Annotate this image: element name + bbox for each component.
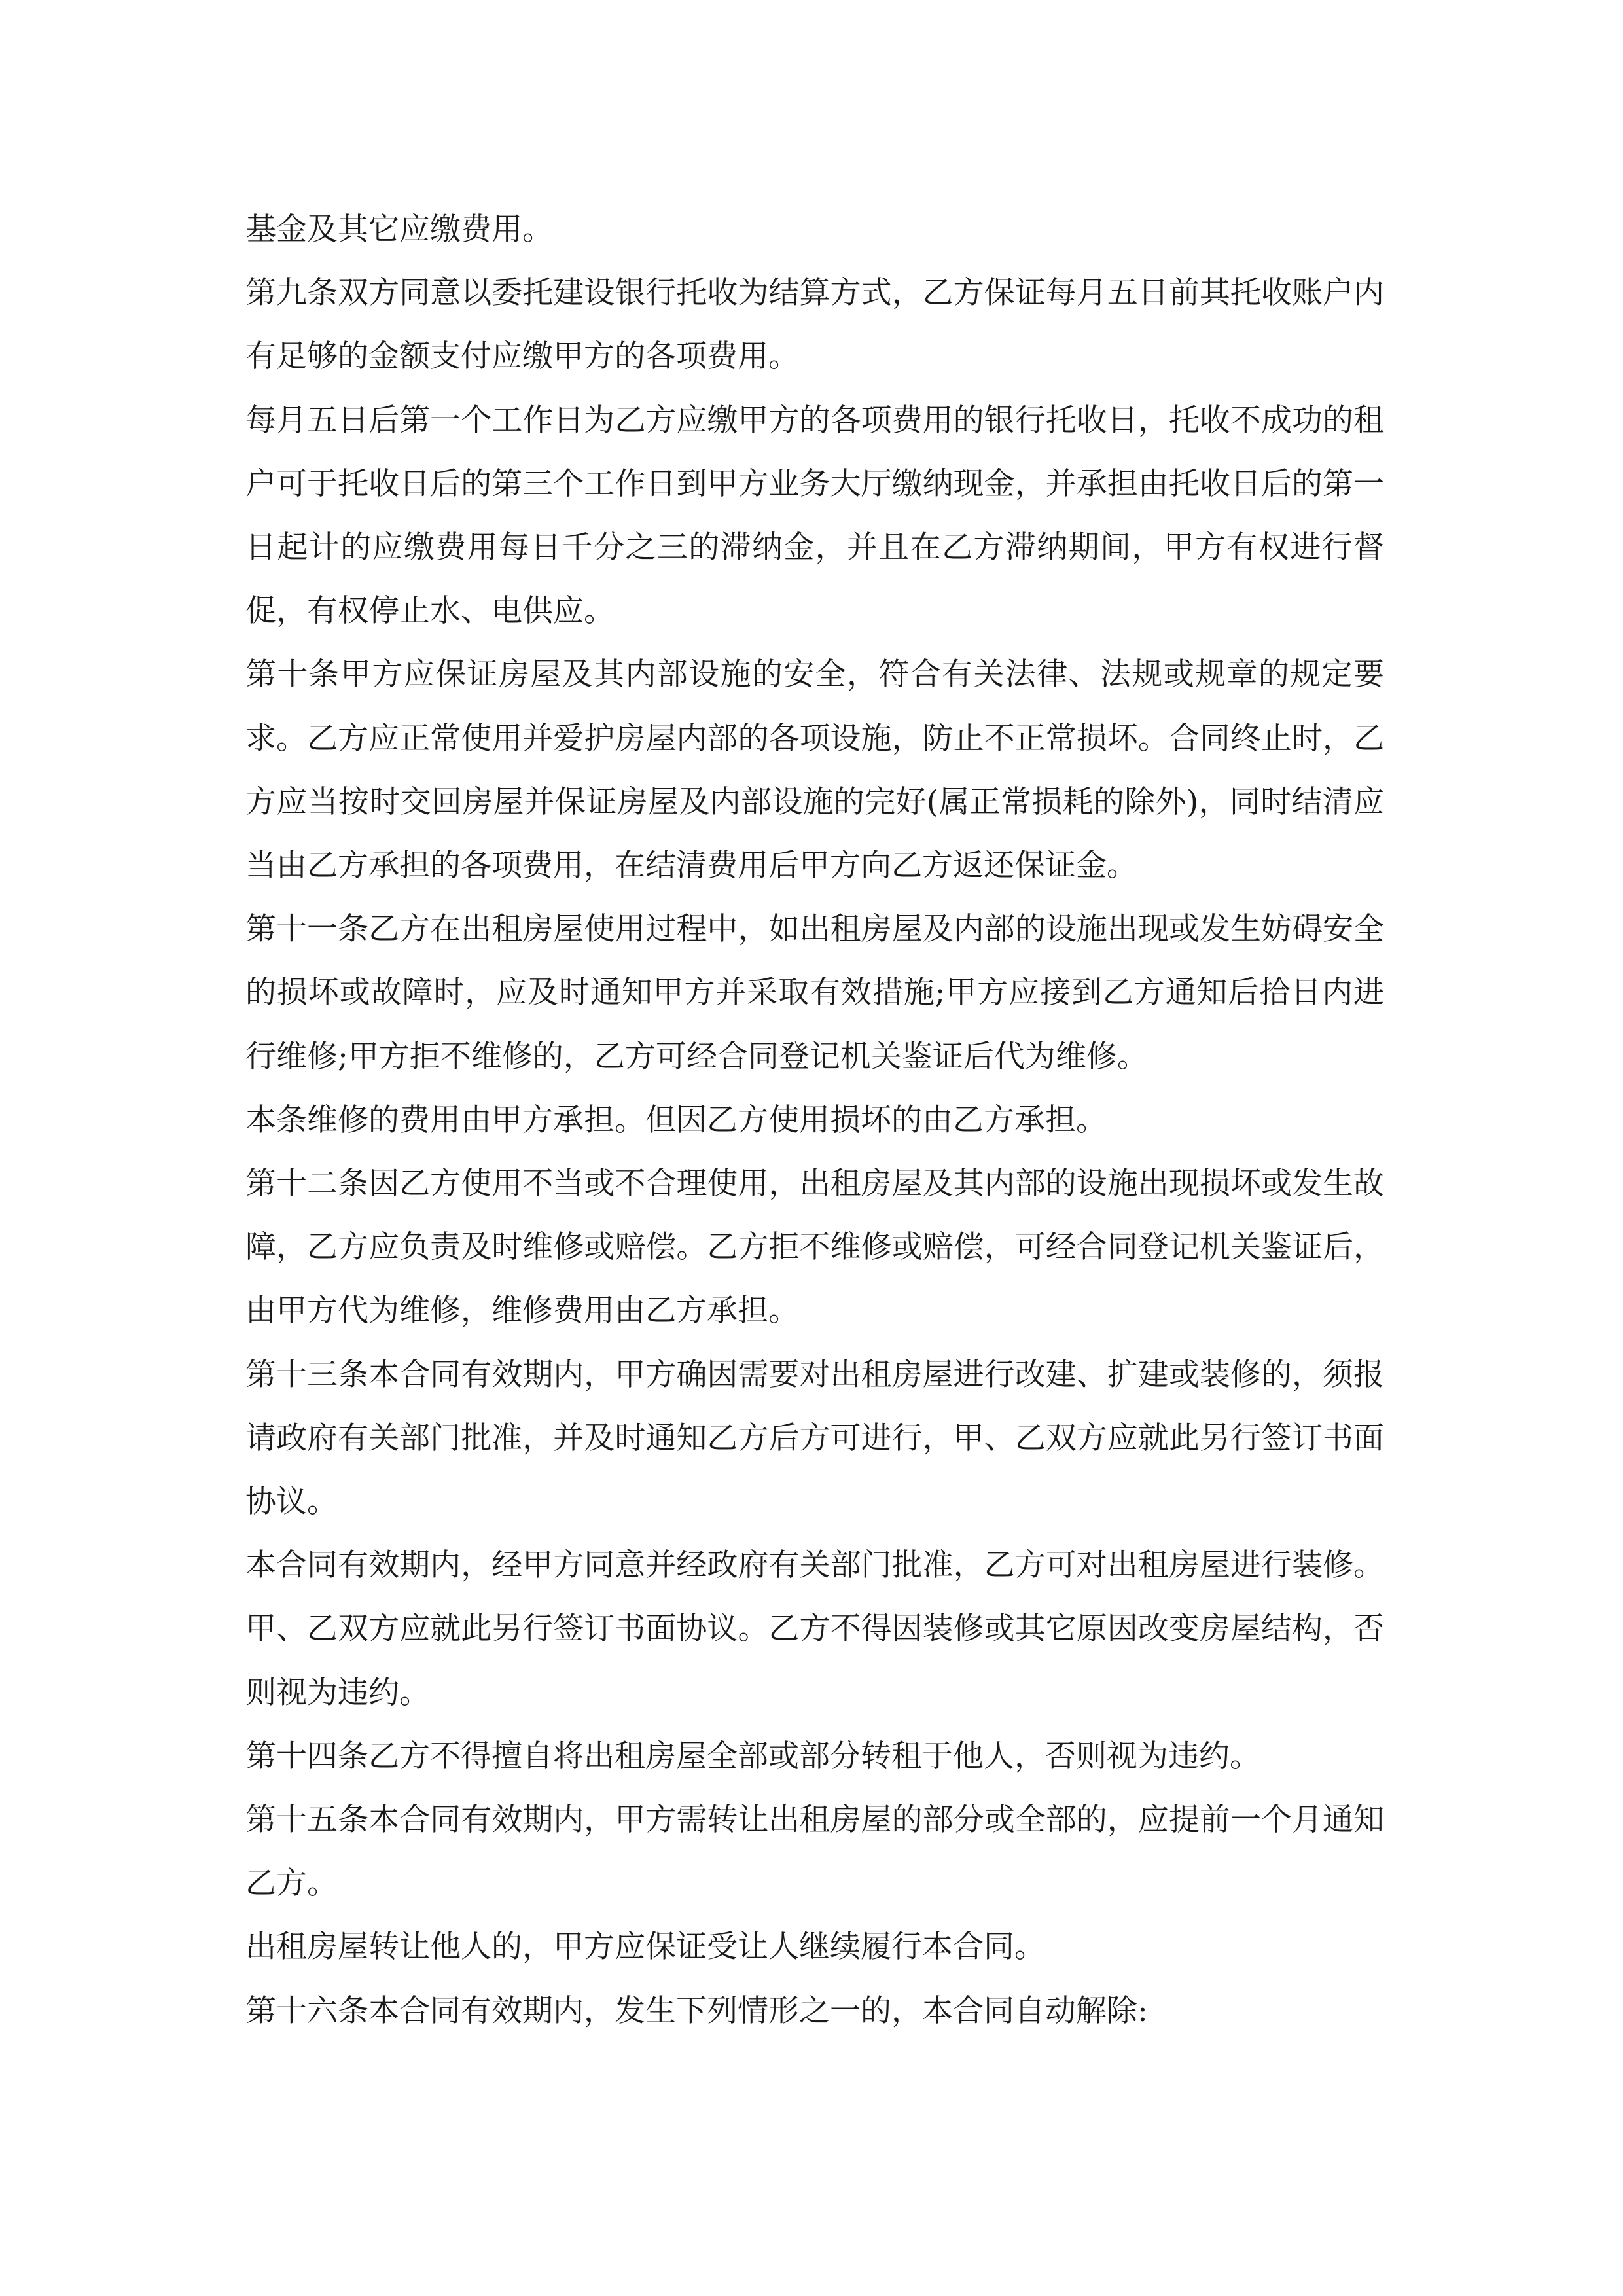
paragraph: 第十六条本合同有效期内，发生下列情形之一的，本合同自动解除:	[245, 1992, 1148, 2029]
paragraph: 第十五条本合同有效期内，甲方需转让出租房屋的部分或全部的，应提前一个月通知乙方。	[245, 1802, 1384, 1902]
paragraph: 第十二条因乙方使用不当或不合理使用，出租房屋及其内部的设施出现损坏或发生故障，乙方应负责及时维修或赔偿。乙方拒不维修或赔偿，可经合同登记机关鉴证后，由甲方代为维修，维修费用由乙方承担。	[245, 1166, 1384, 1329]
paragraph: 每月五日后第一个工作日为乙方应缴甲方的各项费用的银行托收日，托收不成功的租户可于托收日后的第三个工作日到甲方业务大厅缴纳现金，并承担由托收日后的第一日起计的应缴费用每日千分之三的滞纳金，并且在乙方滞纳期间，甲方有权进行督促，有权停止水、电供应。	[245, 402, 1384, 630]
paragraph: 出租房屋转让他人的，甲方应保证受让人继续履行本合同。	[245, 1929, 1045, 1965]
paragraph: 第十三条本合同有效期内，甲方确因需要对出租房屋进行改建、扩建或装修的，须报请政府有关部门批准，并及时通知乙方后方可进行，甲、乙双方应就此另行签订书面协议。	[245, 1356, 1384, 1520]
paragraph: 第十四条乙方不得擅自将出租房屋全部或部分转租于他人，否则视为违约。	[245, 1738, 1260, 1774]
paragraph: 第九条双方同意以委托建设银行托收为结算方式，乙方保证每月五日前其托收账户内有足够的金额支付应缴甲方的各项费用。	[245, 275, 1384, 375]
paragraph: 本条维修的费用由甲方承担。但因乙方使用损坏的由乙方承担。	[245, 1102, 1107, 1138]
paragraph: 第十一条乙方在出租房屋使用过程中，如出租房屋及内部的设施出现或发生妨碍安全的损坏或故障时，应及时通知甲方并采取有效措施;甲方应接到乙方通知后拾日内进行维修;甲方拒不维修的，乙方可经合同登记机关鉴证后代为维修。	[245, 911, 1384, 1075]
paragraph: 第十条甲方应保证房屋及其内部设施的安全，符合有关法律、法规或规章的规定要求。乙方应正常使用并爱护房屋内部的各项设施，防止不正常损坏。合同终止时，乙方应当按时交回房屋并保证房屋及内部设施的完好(属正常损耗的除外)，同时结清应当由乙方承担的各项费用，在结清费用后甲方向乙方返还保证金。	[245, 656, 1384, 884]
paragraph: 基金及其它应缴费用。	[245, 211, 553, 247]
document-body	[245, 198, 1384, 2043]
paragraph: 本合同有效期内，经甲方同意并经政府有关部门批准，乙方可对出租房屋进行装修。甲、乙双方应就此另行签订书面协议。乙方不得因装修或其它原因改变房屋结构，否则视为违约。	[245, 1547, 1384, 1711]
